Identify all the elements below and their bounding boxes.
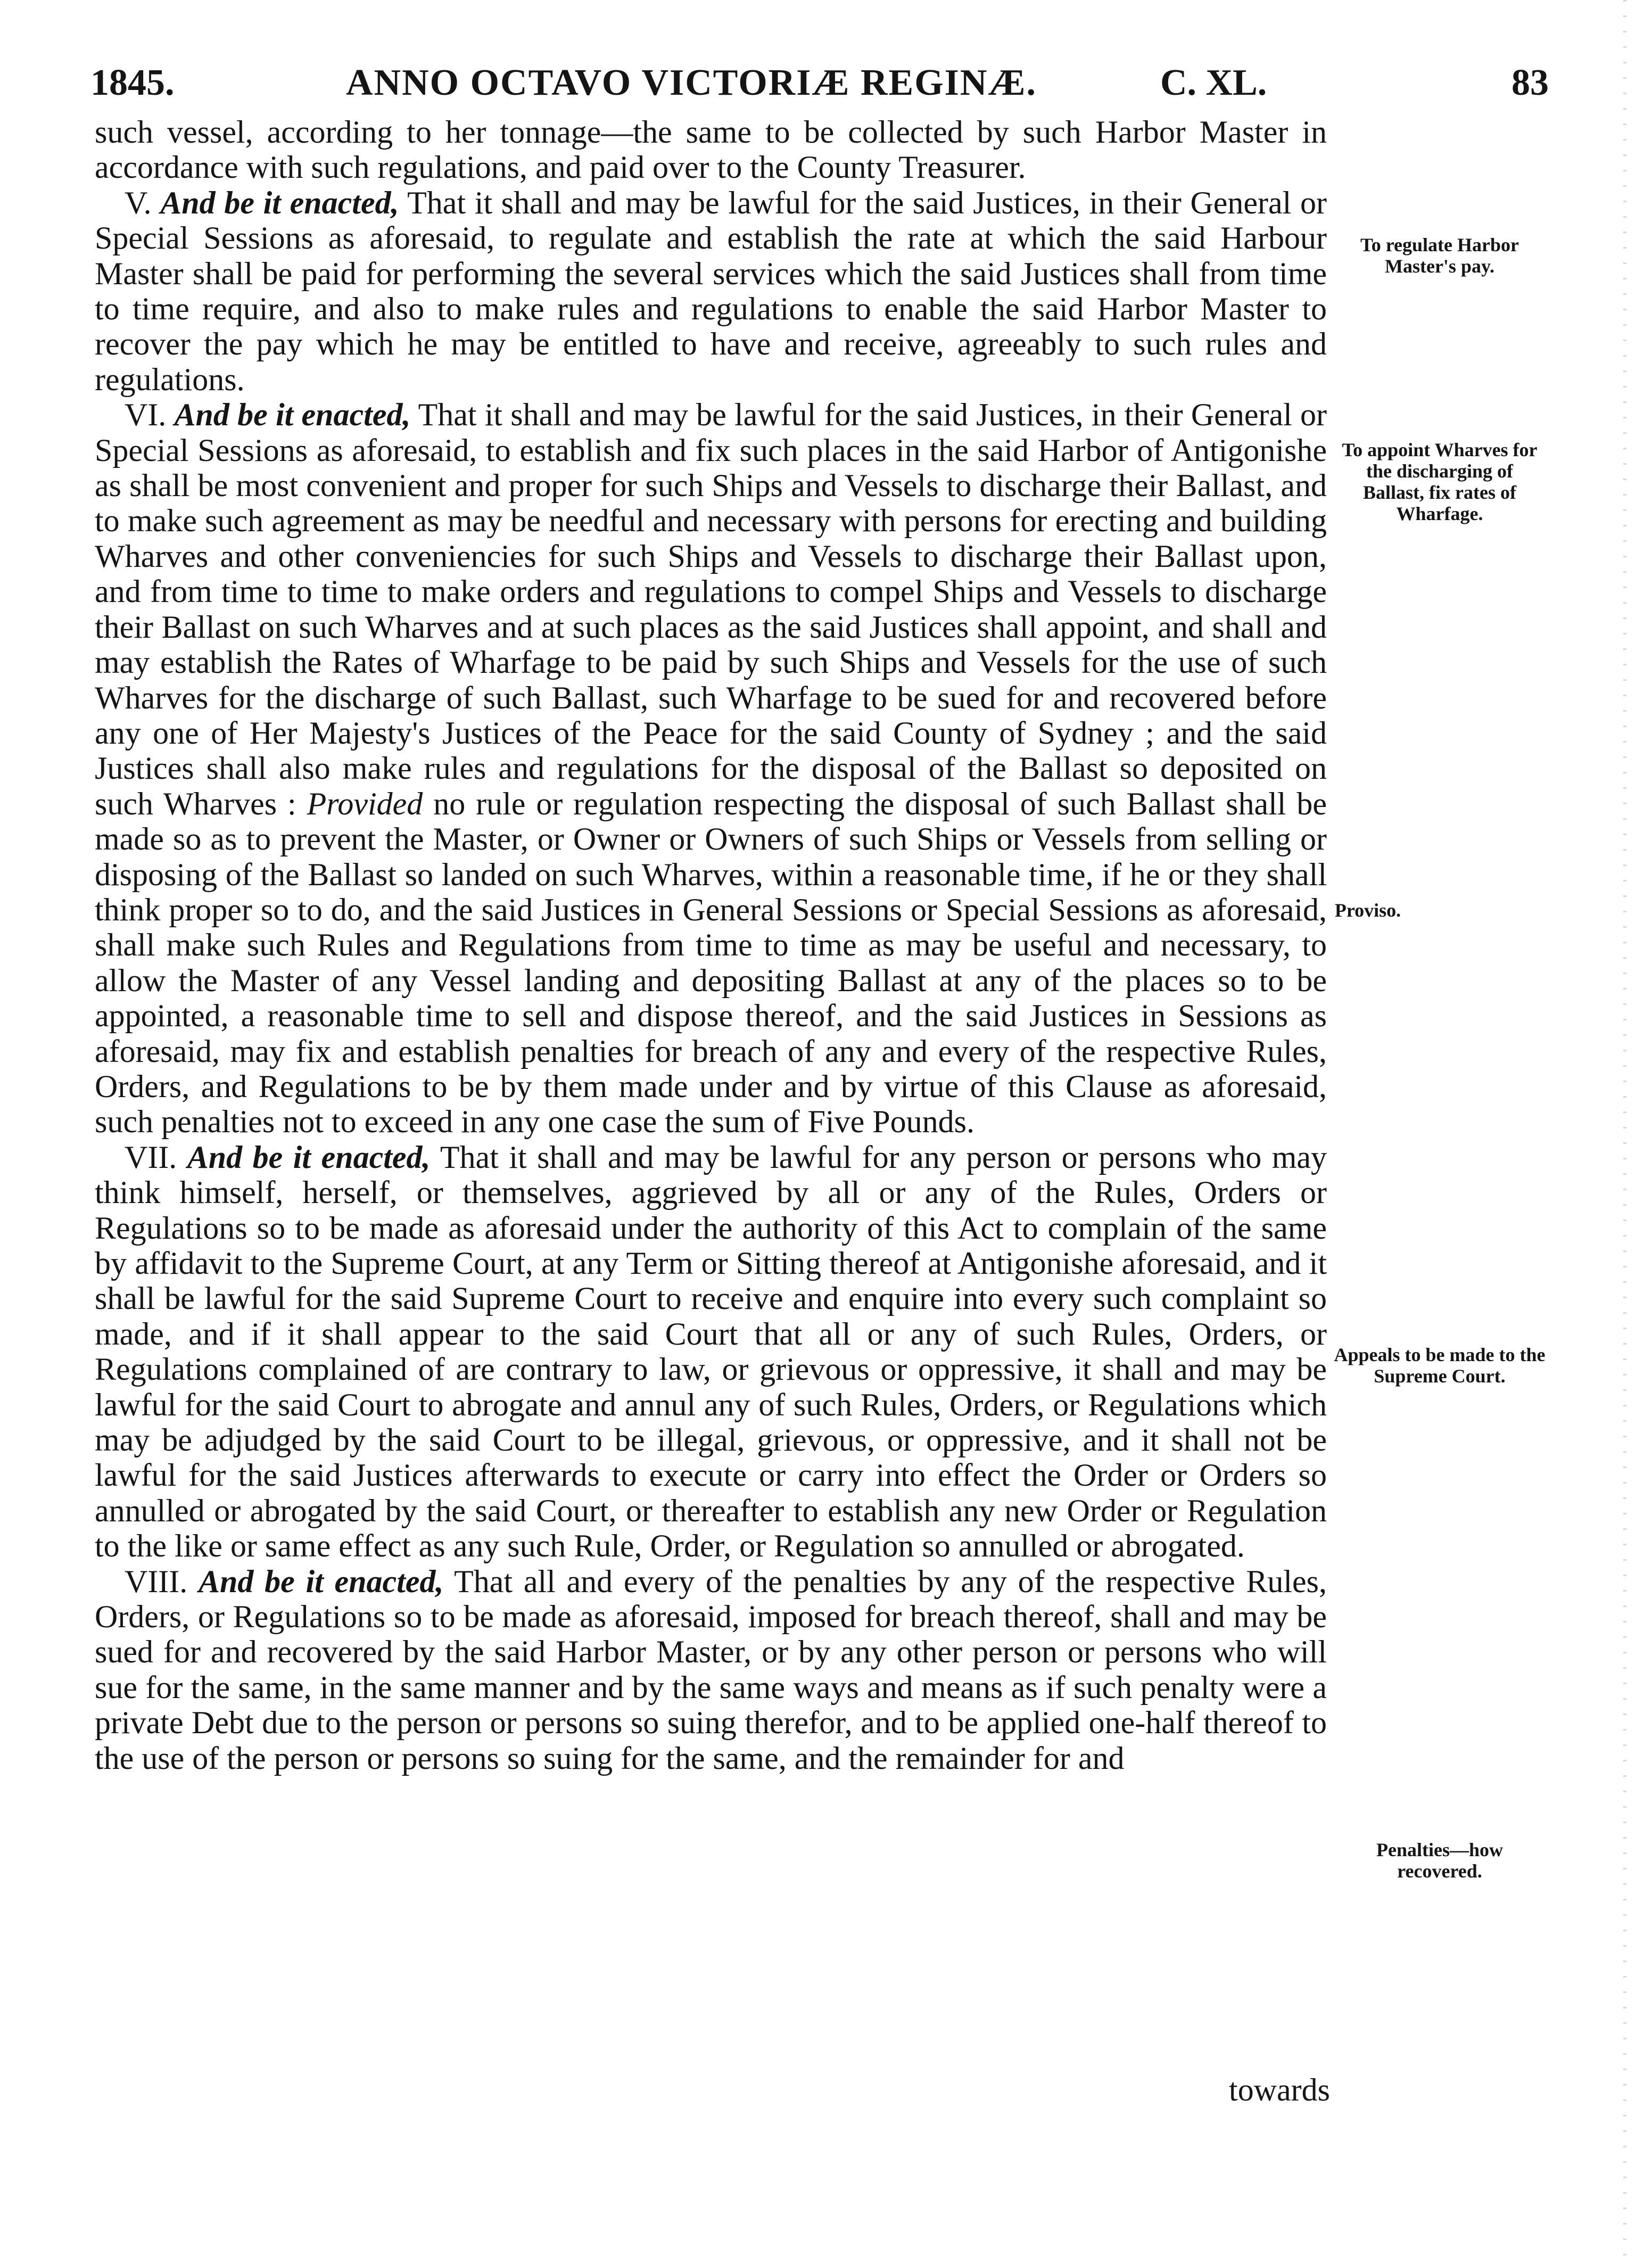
- section-body: That it shall and may be lawful for the said Justices, in their General or Special Sessions as aforesaid, to regulate and establish the rate at which the said Harbour Master shall be paid for performing the several services which the said Justices shall from time to time require, and also to make rules and regulations to enable the said Harbor Master to recover the pay which he may be entitled to have and receive, agreeably to such rules and regulations.: [95, 185, 1327, 397]
- side-note-section-5: To regulate Harbor Master's pay.: [1360, 234, 1519, 277]
- enacting-words: And be it enacted,: [174, 397, 411, 433]
- section-5: [95, 185, 1327, 397]
- enacting-words: And be it enacted,: [187, 1139, 431, 1175]
- running-head: [90, 57, 1549, 109]
- side-note-proviso: Proviso.: [1334, 900, 1401, 921]
- side-note-section-8: Penalties—how recovered.: [1376, 1839, 1503, 1882]
- catchword: towards: [1229, 2072, 1330, 2107]
- section-body: That it shall and may be lawful for the said Justices, in their General or Special Sessions as aforesaid, to establish and fix such places in the said Harbor of Antigonishe as shall be most convenient and proper for such Ships and Vessels to discharge their Ballast, and to make such agreement as may be needful and necessary with persons for erecting and building Wharves and other conveniencies for such Ships and Vessels to discharge their Ballast upon, and from time to time to make orders and regulations to compel Ships and Vessels to discharge their Ballast on such Wharves and at such places as the said Justices shall appoint, and shall and may establish the Rates of Wharfage to be paid by such Ships and Vessels for the use of such Wharves for the discharge of such Ballast, such Wharfage to be sued for and recovered before any one of Her Majesty's Justices of the Peace for the said County of Sydney ; and the said Justices shall also make rules and regulations for the disposal of the Ballast so deposited on such Wharves :: [95, 397, 1327, 821]
- enacting-words: And be it enacted,: [199, 1563, 444, 1599]
- section-number: VIII.: [125, 1563, 188, 1599]
- gutter-speckles: [1623, 0, 1626, 2265]
- section-number: V.: [125, 185, 152, 220]
- page-number: 83: [1511, 62, 1549, 103]
- section-number: VII.: [125, 1139, 177, 1175]
- provided-word: Provided: [307, 786, 423, 821]
- side-note-section-6: To appoint Wharves for the discharging of Ballast, fix rates of Wharfage.: [1342, 439, 1538, 524]
- running-title: ANNO OCTAVO VICTORIÆ REGINÆ.: [346, 62, 1037, 103]
- section-body: That all and every of the penalties by any of the respective Rules, Orders, or Regulations so to be made as aforesaid, imposed for breach thereof, shall and may be sued for and recovered by the said Harbor Master, or by any other person or persons who will sue for the same, in the same manner and by the same ways and means as if such penalty were a private Debt due to the person or persons so suing therefor, and to be applied one-half thereof to the use of the person or persons so suing for the same, and the remainder for and: [95, 1563, 1327, 1776]
- section-6: [95, 397, 1327, 1140]
- chapter-number: C. XL.: [1160, 62, 1267, 103]
- side-note-section-7: Appeals to be made to the Supreme Court.: [1334, 1344, 1546, 1387]
- section-number: VI.: [125, 397, 167, 433]
- year: 1845.: [90, 62, 175, 103]
- section-8: [95, 1564, 1327, 1776]
- statute-text: [95, 114, 1327, 1776]
- enacting-words: And be it enacted,: [160, 185, 399, 220]
- continuation-paragraph: such vessel, according to her tonnage—the same to be collected by such Harbor Master in accordance with such regulations, and paid over to the County Treasurer.: [95, 114, 1327, 185]
- section-body-continued: no rule or regulation respecting the disposal of such Ballast shall be made so as to prevent the Master, or Owner or Owners of such Ships or Vessels from selling or disposing of the Ballast so landed on such Wharves, within a reasonable time, if he or they shall think proper so to do, and the said Justices in General Sessions or Special Sessions as aforesaid, shall make such Rules and Regulations from time to time as may be useful and necessary, to allow the Master of any Vessel landing and depositing Ballast at any of the places so to be appointed, a reasonable time to sell and dispose thereof, and the said Justices in Sessions as aforesaid, may fix and establish penalties for breach of any and every of the respective Rules, Orders, and Regulations to be by them made under and by virtue of this Clause as aforesaid, such penalties not to exceed in any one case the sum of Five Pounds.: [95, 786, 1327, 1140]
- section-body: That it shall and may be lawful for any person or persons who may think himself, herself, or themselves, aggrieved by all or any of the Rules, Orders or Regulations so to be made as aforesaid under the authority of this Act to complain of the same by affidavit to the Supreme Court, at any Term or Sitting thereof at Antigonishe aforesaid, and it shall be lawful for the said Supreme Court to receive and enquire into every such complaint so made, and if it shall appear to the said Court that all or any of such Rules, Orders, or Regulations complained of are contrary to law, or grievous or oppressive, it shall and may be lawful for the said Court to abrogate and annul any of such Rules, Orders, or Regulations which may be adjudged by the said Court to be illegal, grievous, or oppressive, and it shall not be lawful for the said Justices afterwards to execute or carry into effect the Order or Orders so annulled or abrogated by the said Court, or thereafter to establish any new Order or Regulation to the like or same effect as any such Rule, Order, or Regulation so annulled or abrogated.: [95, 1139, 1327, 1564]
- section-7: [95, 1140, 1327, 1564]
